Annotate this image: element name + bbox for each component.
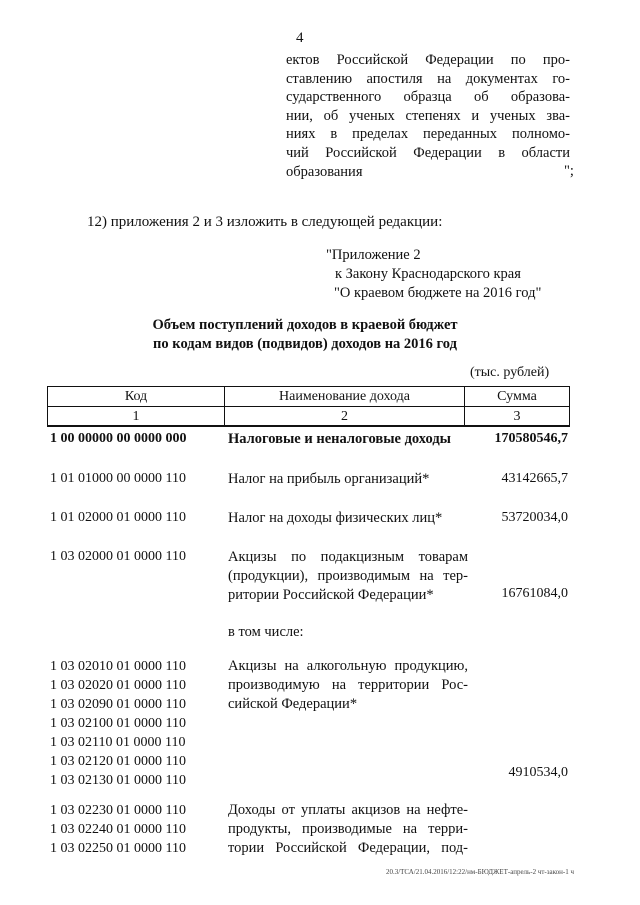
row-code: 1 03 02090 01 0000 110 (50, 697, 186, 712)
text-line: ектов Российской Федерации по про- (286, 52, 570, 68)
row-code: 1 03 02240 01 0000 110 (50, 822, 186, 837)
page-number: 4 (296, 30, 304, 46)
name-line: производимую на территории Рос- (228, 677, 468, 693)
column-number: 1 (48, 407, 225, 427)
row-name (228, 801, 468, 858)
appendix-line: "О краевом бюджете на 2016 год" (334, 285, 542, 301)
row-name (228, 657, 468, 714)
row-sum: 53720034,0 (501, 510, 568, 525)
row-codes (50, 657, 186, 790)
appendix-line: к Закону Краснодарского края (335, 266, 521, 282)
text-line: нии, об ученых степенях и ученых зва- (286, 107, 570, 124)
text-line: образования (286, 163, 363, 180)
row-code: 1 03 02250 01 0000 110 (50, 841, 186, 856)
closing-quote: "; (564, 163, 574, 179)
column-header-code: Код (48, 387, 225, 407)
column-number: 2 (225, 407, 465, 427)
appendix-line: "Приложение 2 (326, 247, 421, 263)
row-code: 1 03 02010 01 0000 110 (50, 659, 186, 674)
appendix-header (326, 246, 541, 303)
row-name (228, 548, 468, 605)
continuation-text (286, 51, 570, 181)
row-name (228, 430, 488, 449)
row-code: 1 01 01000 00 0000 110 (50, 471, 186, 486)
column-header-name: Наименование дохода (225, 387, 465, 407)
row-codes (50, 801, 186, 858)
row-code: 1 03 02120 01 0000 110 (50, 754, 186, 769)
row-code: 1 03 02020 01 0000 110 (50, 678, 186, 693)
table-header (47, 386, 570, 427)
text-line: ниях в пределах переданных полномо- (286, 126, 570, 143)
text-line: сударственного образца об образова- (286, 89, 570, 106)
name-line: Акцизы по подакцизным товарам (228, 549, 468, 565)
row-sum: 4910534,0 (508, 765, 568, 780)
column-header-sum: Сумма (465, 387, 570, 407)
name-line: тории Российской Федерации, под- (228, 840, 468, 856)
heading-line: Объем поступлений доходов в краевой бюджет (152, 317, 458, 333)
row-note: в том числе: (228, 624, 304, 640)
text-line: ставлению апостиля на документах го- (286, 70, 570, 87)
row-code: 1 00 00000 00 0000 000 (50, 431, 187, 446)
text-line: чий Российской Федерации в области (286, 144, 570, 161)
document-footer: 20.3/ТСА/21.04.2016/12:22/нм-БЮДЖЕТ-апрель-2 чт-закон-1 ч (385, 868, 574, 876)
name-line: Доходы от уплаты акцизов на нефте- (228, 802, 468, 818)
column-number: 3 (465, 407, 570, 427)
name-line: продукты, производимые на терри- (228, 821, 468, 837)
header-divider (47, 425, 570, 427)
name-line: Налог на доходы физических лиц* (228, 510, 443, 526)
amendment-item-12: 12) приложения 2 и 3 изложить в следующей редакции: (87, 214, 443, 230)
name-line: Налог на прибыль организаций* (228, 471, 430, 487)
row-code: 1 03 02130 01 0000 110 (50, 773, 186, 788)
row-sum: 43142665,7 (501, 471, 568, 486)
row-name (228, 509, 468, 528)
row-sum: 16761084,0 (501, 586, 568, 601)
row-code: 1 03 02000 01 0000 110 (50, 549, 186, 564)
name-line: сийской Федерации* (228, 696, 358, 712)
name-line: (продукции), производимым на тер- (228, 568, 468, 584)
name-line: Налоговые и неналоговые доходы (228, 431, 451, 447)
document-heading (0, 316, 610, 354)
name-line: Акцизы на алкогольную продукцию, (228, 658, 468, 674)
row-name (228, 470, 468, 489)
units-label: (тыс. рублей) (470, 365, 550, 380)
name-line: ритории Российской Федерации* (228, 587, 434, 603)
heading-line: по кодам видов (подвидов) доходов на 2016 год (153, 336, 457, 352)
row-sum: 170580546,7 (494, 431, 568, 446)
row-code: 1 03 02100 01 0000 110 (50, 716, 186, 731)
row-code: 1 03 02230 01 0000 110 (50, 803, 186, 818)
row-code: 1 03 02110 01 0000 110 (50, 735, 186, 750)
row-code: 1 01 02000 01 0000 110 (50, 510, 186, 525)
